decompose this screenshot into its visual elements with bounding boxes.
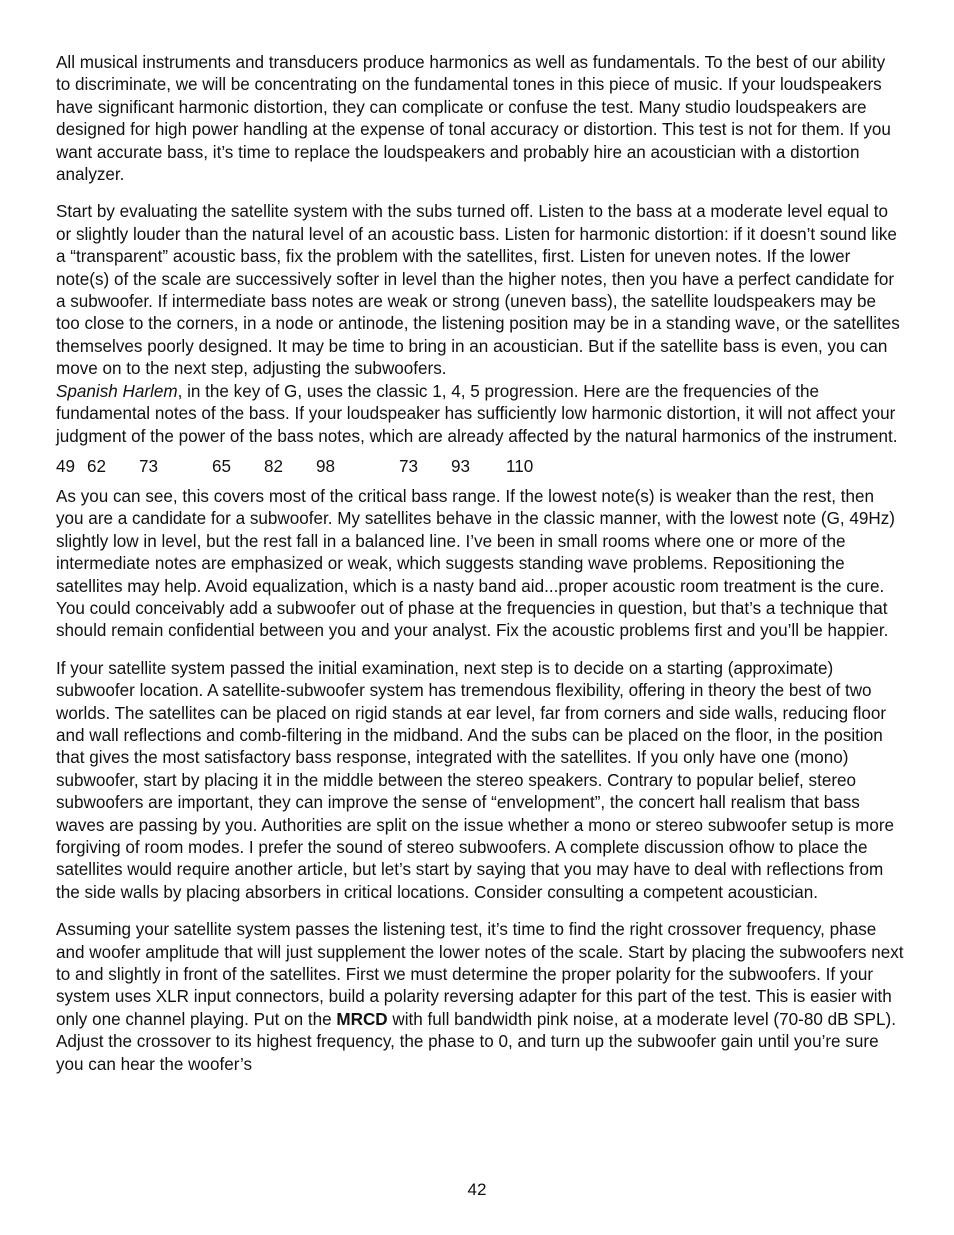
bass-note-frequencies — [56, 456, 904, 478]
page-body — [56, 52, 904, 1076]
note-frequency: 110 — [506, 456, 534, 476]
note-frequency: 73 — [139, 456, 159, 476]
paragraph-crossover-setup — [56, 919, 904, 1076]
paragraph-crossover-text-a: Assuming your satellite system passes the listening test, it’s time to find the right crossover frequency, phase and woofer amplitude that will just supplement the lower notes of the scale. Start by placing the subwoofers next to and slightly in front of the satellites. First we must determine the proper polarity for the subwoofers. If your system uses XLR input connectors, build a polarity reversing adapter for this part of the test. This is easier with only one channel playing. Put on the — [56, 920, 904, 1029]
paragraph-critical-bass-range: As you can see, this covers most of the critical bass range. If the lowest note(s) is weaker than the rest, then you are a candidate for a subwoofer. My satellites behave in the classic manner, with the lowest note (G, 49Hz) slightly low in level, but the rest fall in a balanced line. I’ve been in small rooms where one or more of the intermediate notes are emphasized or weak, which suggests standing wave problems. Repositioning the satellites may help. Avoid equalization, which is a nasty band aid...proper acoustic room treatment is the cure. You could conceivably add a subwoofer out of phase at the frequencies in question, but that’s a technique that should remain confidential between you and your analyst. Fix the acoustic problems first and you’ll be happier. — [56, 486, 895, 641]
paragraph-crossover-text-b: with full bandwidth pink noise, at a moderate level (70-80 dB SPL). Adjust the crossover to its highest frequency, the phase to 0, and turn up the subwoofer gain until you’re sure you can hear the woofer’s — [56, 1009, 896, 1074]
note-frequency: 65 — [212, 456, 232, 476]
note-frequency: 98 — [316, 456, 336, 476]
note-frequency: 73 — [399, 456, 419, 476]
note-frequency: 93 — [451, 456, 471, 476]
note-frequency: 82 — [264, 456, 284, 476]
paragraph-subwoofer-location: If your satellite system passed the initial examination, next step is to decide on a starting (approximate) subwoofer location. A satellite-subwoofer system has tremendous flexibility, offering in theory the best of two worlds. The satellites can be placed on rigid stands at ear level, far from corners and side walls, reducing floor and wall reflections and comb-filtering in the midband. And the subs can be placed on the floor, in the position that gives the most satisfactory bass response, integrated with the satellites. If you only have one (mono) subwoofer, start by placing it in the middle between the stereo speakers. Contrary to popular belief, stereo subwoofers are important, they can improve the sense of “envelopment”, the concert hall realism that bass waves are passing by you. Authorities are split on the issue whether a mono or stereo subwoofer setup is more forgiving of room modes. I prefer the sound of stereo subwoofers. A complete discussion ofhow to place the satellites would require another article, but let’s start by saying that you may have to deal with reflections from the side walls by placing absorbers in critical locations. Consider consulting a competent acoustician. — [56, 658, 895, 902]
note-frequency: 49 — [56, 456, 76, 476]
song-title: Spanish Harlem — [56, 381, 178, 401]
paragraph-spanish-harlem — [56, 381, 904, 448]
paragraph-spanish-harlem-text: , in the key of G, uses the classic 1, 4, 5 progression. Here are the frequencies of the fundamental notes of the bass. If your loudspeaker has sufficiently low harmonic distortion, it will not affect your judgment of the power of the bass notes, which are already affected by the natural harmonics of the instrument. — [56, 381, 898, 446]
note-frequency: 62 — [87, 456, 107, 476]
paragraph-evaluate-satellites: Start by evaluating the satellite system with the subs turned off. Listen to the bass at a moderate level equal to or slightly louder than the natural level of an acoustic bass. Listen for harmonic distortion: if it doesn’t sound like a “transparent” acoustic bass, fix the problem with the satellites, first. Listen for uneven notes. If the lower note(s) of the scale are successively softer in level than the higher notes, then you have a perfect candidate for a subwoofer. If intermediate bass notes are weak or strong (uneven bass), the satellite loudspeakers may be too close to the corners, in a node or antinode, the listening position may be in a standing wave, or the satellites themselves poorly designed. It may be time to bring in an acoustician. But if the satellite bass is even, you can move on to the next step, adjusting the subwoofers. — [56, 202, 900, 379]
mrcd-label: MRCD — [336, 1009, 388, 1029]
paragraph-harmonics: All musical instruments and transducers produce harmonics as well as fundamentals. To the best of our ability to discriminate, we will be concentrating on the fundamental tones in this piece of music. If your loudspeakers have significant harmonic distortion, they can complicate or confuse the test. Many studio loudspeakers are designed for high power handling at the expense of tonal accuracy or distortion. This test is not for them. If you want accurate bass, it’s time to replace the loudspeakers and probably hire an acoustician with a distortion analyzer. — [56, 53, 891, 185]
page-number: 42 — [467, 1180, 487, 1199]
